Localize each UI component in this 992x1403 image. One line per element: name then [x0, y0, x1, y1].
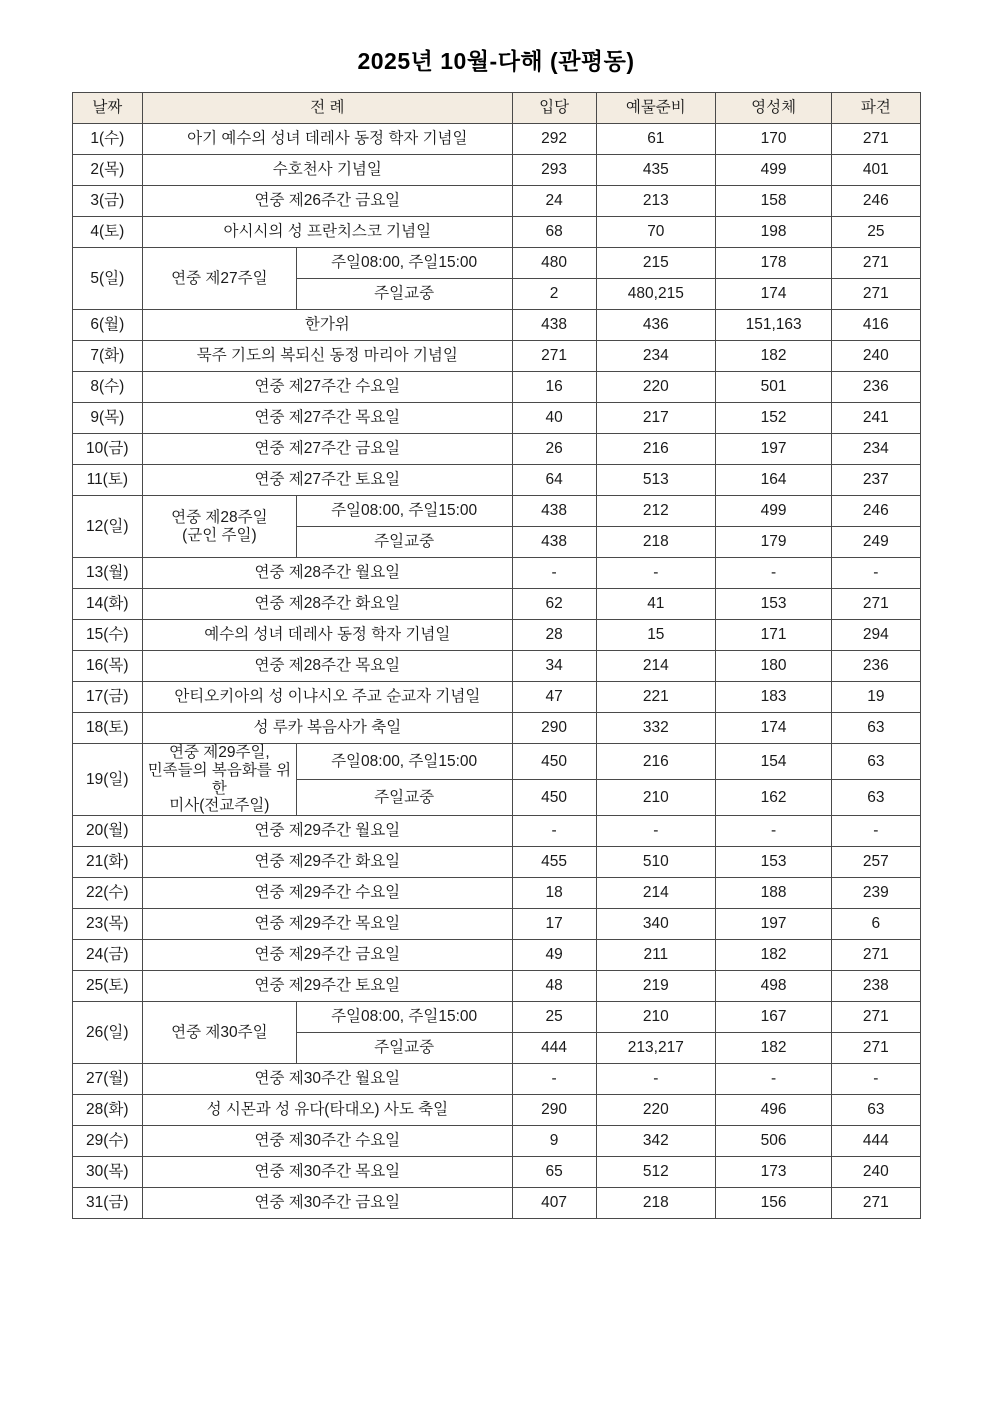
cell-mass-time: 주일08:00, 주일15:00	[296, 1002, 512, 1033]
cell-offertory: -	[596, 816, 715, 847]
cell-communion: 496	[716, 1095, 832, 1126]
cell-entrance: 293	[512, 155, 596, 186]
cell-communion: 506	[716, 1126, 832, 1157]
cell-entrance: 26	[512, 434, 596, 465]
cell-offertory: 216	[596, 434, 715, 465]
cell-liturgy-name: 연중 제27주간 수요일	[143, 372, 513, 403]
cell-date: 26(일)	[72, 1002, 143, 1064]
cell-entrance: 407	[512, 1188, 596, 1219]
cell-entrance: 9	[512, 1126, 596, 1157]
cell-communion: -	[716, 1064, 832, 1095]
cell-dismissal: 63	[832, 713, 920, 744]
cell-offertory: 220	[596, 372, 715, 403]
column-header-liturgy: 전 례	[143, 93, 513, 124]
cell-offertory: 211	[596, 940, 715, 971]
cell-offertory: 332	[596, 713, 715, 744]
table-row	[72, 1064, 920, 1095]
cell-liturgy-name: 연중 제26주간 금요일	[143, 186, 513, 217]
cell-offertory: 215	[596, 248, 715, 279]
cell-mass-time: 주일08:00, 주일15:00	[296, 744, 512, 780]
cell-dismissal: 239	[832, 878, 920, 909]
cell-date: 30(목)	[72, 1157, 143, 1188]
cell-offertory: 212	[596, 496, 715, 527]
cell-entrance: 25	[512, 1002, 596, 1033]
cell-dismissal: 246	[832, 496, 920, 527]
cell-dismissal: 416	[832, 310, 920, 341]
cell-communion: 178	[716, 248, 832, 279]
cell-liturgy-name: 연중 제27주간 목요일	[143, 403, 513, 434]
cell-dismissal: 63	[832, 1095, 920, 1126]
cell-date: 19(일)	[72, 744, 143, 816]
cell-liturgy-name: 수호천사 기념일	[143, 155, 513, 186]
table-row	[72, 186, 920, 217]
cell-dismissal: 236	[832, 372, 920, 403]
cell-entrance: 292	[512, 124, 596, 155]
cell-date: 21(화)	[72, 847, 143, 878]
table-row	[72, 589, 920, 620]
cell-date: 27(월)	[72, 1064, 143, 1095]
cell-dismissal: 271	[832, 940, 920, 971]
cell-liturgy-name: 연중 제29주간 월요일	[143, 816, 513, 847]
cell-date: 13(월)	[72, 558, 143, 589]
cell-liturgy-name: 연중 제30주간 월요일	[143, 1064, 513, 1095]
cell-offertory: 213,217	[596, 1033, 715, 1064]
table-row	[72, 1095, 920, 1126]
cell-offertory: 214	[596, 651, 715, 682]
cell-mass-time: 주일교중	[296, 1033, 512, 1064]
cell-entrance: 68	[512, 217, 596, 248]
cell-date: 5(일)	[72, 248, 143, 310]
cell-entrance: 450	[512, 744, 596, 780]
cell-dismissal: 271	[832, 124, 920, 155]
cell-date: 18(토)	[72, 713, 143, 744]
cell-dismissal: 6	[832, 909, 920, 940]
table-row	[72, 971, 920, 1002]
cell-date: 15(수)	[72, 620, 143, 651]
cell-entrance: 47	[512, 682, 596, 713]
cell-offertory: 210	[596, 1002, 715, 1033]
table-row	[72, 1157, 920, 1188]
cell-date: 8(수)	[72, 372, 143, 403]
table-row	[72, 1002, 920, 1033]
table-row	[72, 651, 920, 682]
cell-entrance: 49	[512, 940, 596, 971]
cell-date: 31(금)	[72, 1188, 143, 1219]
cell-communion: 170	[716, 124, 832, 155]
cell-offertory: 221	[596, 682, 715, 713]
table-row	[72, 558, 920, 589]
table-row	[72, 909, 920, 940]
cell-dismissal: 237	[832, 465, 920, 496]
cell-communion: 151,163	[716, 310, 832, 341]
cell-offertory: 510	[596, 847, 715, 878]
cell-dismissal: 401	[832, 155, 920, 186]
table-row	[72, 372, 920, 403]
column-header-offertory: 예물준비	[596, 93, 715, 124]
cell-liturgy-name: 연중 제29주간 목요일	[143, 909, 513, 940]
cell-entrance: 17	[512, 909, 596, 940]
cell-dismissal: 257	[832, 847, 920, 878]
cell-offertory: 512	[596, 1157, 715, 1188]
cell-date: 20(월)	[72, 816, 143, 847]
cell-offertory: 217	[596, 403, 715, 434]
cell-entrance: 438	[512, 527, 596, 558]
cell-entrance: 455	[512, 847, 596, 878]
cell-date: 29(수)	[72, 1126, 143, 1157]
cell-date: 22(수)	[72, 878, 143, 909]
cell-communion: 182	[716, 341, 832, 372]
table-row	[72, 465, 920, 496]
cell-date: 7(화)	[72, 341, 143, 372]
cell-communion: 174	[716, 279, 832, 310]
column-header-dismissal: 파견	[832, 93, 920, 124]
cell-communion: 153	[716, 589, 832, 620]
cell-dismissal: 241	[832, 403, 920, 434]
cell-entrance: 438	[512, 310, 596, 341]
cell-mass-time: 주일08:00, 주일15:00	[296, 248, 512, 279]
cell-liturgy-name: 연중 제29주간 토요일	[143, 971, 513, 1002]
cell-dismissal: 63	[832, 780, 920, 816]
cell-communion: 197	[716, 909, 832, 940]
table-row	[72, 1188, 920, 1219]
cell-communion: 164	[716, 465, 832, 496]
cell-dismissal: 271	[832, 1188, 920, 1219]
table-row	[72, 403, 920, 434]
cell-liturgy-name: 예수의 성녀 데레사 동정 학자 기념일	[143, 620, 513, 651]
cell-date: 9(목)	[72, 403, 143, 434]
cell-offertory: 220	[596, 1095, 715, 1126]
table-row	[72, 940, 920, 971]
cell-dismissal: 271	[832, 1033, 920, 1064]
cell-communion: 182	[716, 940, 832, 971]
cell-dismissal: 19	[832, 682, 920, 713]
cell-entrance: 290	[512, 713, 596, 744]
cell-dismissal: 294	[832, 620, 920, 651]
cell-entrance: 18	[512, 878, 596, 909]
cell-communion: 152	[716, 403, 832, 434]
cell-dismissal: 25	[832, 217, 920, 248]
cell-date: 17(금)	[72, 682, 143, 713]
cell-entrance: 450	[512, 780, 596, 816]
cell-communion: 173	[716, 1157, 832, 1188]
table-row	[72, 620, 920, 651]
cell-dismissal: 234	[832, 434, 920, 465]
cell-communion: 158	[716, 186, 832, 217]
cell-offertory: -	[596, 558, 715, 589]
cell-liturgy-name: 연중 제30주간 수요일	[143, 1126, 513, 1157]
cell-communion: 154	[716, 744, 832, 780]
cell-dismissal: 236	[832, 651, 920, 682]
cell-liturgy-name: 연중 제28주간 화요일	[143, 589, 513, 620]
cell-liturgy-name: 연중 제29주간 화요일	[143, 847, 513, 878]
cell-date: 16(목)	[72, 651, 143, 682]
table-row	[72, 816, 920, 847]
cell-date: 6(월)	[72, 310, 143, 341]
table-row	[72, 713, 920, 744]
cell-date: 28(화)	[72, 1095, 143, 1126]
table-row	[72, 682, 920, 713]
liturgy-schedule-table	[72, 92, 921, 1219]
cell-dismissal: 63	[832, 744, 920, 780]
cell-communion: 171	[716, 620, 832, 651]
cell-liturgy-name: 연중 제29주간 금요일	[143, 940, 513, 971]
table-row	[72, 217, 920, 248]
cell-communion: 182	[716, 1033, 832, 1064]
cell-dismissal: 444	[832, 1126, 920, 1157]
cell-communion: 156	[716, 1188, 832, 1219]
cell-liturgy-name: 연중 제30주간 금요일	[143, 1188, 513, 1219]
cell-dismissal: 271	[832, 248, 920, 279]
cell-dismissal: 246	[832, 186, 920, 217]
table-row	[72, 744, 920, 780]
cell-communion: 174	[716, 713, 832, 744]
cell-liturgy-name: 아기 예수의 성녀 데레사 동정 학자 기념일	[143, 124, 513, 155]
cell-communion: 180	[716, 651, 832, 682]
cell-dismissal: 271	[832, 279, 920, 310]
cell-liturgy-name: 연중 제28주간 월요일	[143, 558, 513, 589]
cell-entrance: 48	[512, 971, 596, 1002]
cell-entrance: 271	[512, 341, 596, 372]
cell-offertory: 480,215	[596, 279, 715, 310]
cell-offertory: 342	[596, 1126, 715, 1157]
cell-entrance: 438	[512, 496, 596, 527]
cell-dismissal: 238	[832, 971, 920, 1002]
cell-offertory: 210	[596, 780, 715, 816]
cell-communion: 153	[716, 847, 832, 878]
cell-communion: 499	[716, 496, 832, 527]
cell-dismissal: 271	[832, 589, 920, 620]
cell-date: 24(금)	[72, 940, 143, 971]
cell-dismissal: -	[832, 816, 920, 847]
cell-communion: 183	[716, 682, 832, 713]
cell-liturgy-name: 한가위	[143, 310, 513, 341]
cell-liturgy-name: 연중 제27주일	[143, 248, 297, 310]
table-body	[72, 124, 920, 1219]
table-row	[72, 248, 920, 279]
table-row	[72, 847, 920, 878]
cell-date: 23(목)	[72, 909, 143, 940]
table-row	[72, 310, 920, 341]
table-row	[72, 341, 920, 372]
cell-liturgy-name: 연중 제29주일, 민족들의 복음화를 위한 미사(전교주일)	[143, 744, 297, 816]
cell-communion: 499	[716, 155, 832, 186]
cell-liturgy-name: 아시시의 성 프란치스코 기념일	[143, 217, 513, 248]
table-header-row	[72, 93, 920, 124]
table-row	[72, 496, 920, 527]
page-title: 2025년 10월-다해 (관평동)	[357, 48, 635, 74]
cell-offertory: 513	[596, 465, 715, 496]
cell-mass-time: 주일교중	[296, 279, 512, 310]
cell-date: 2(목)	[72, 155, 143, 186]
cell-mass-time: 주일교중	[296, 527, 512, 558]
cell-entrance: 64	[512, 465, 596, 496]
cell-liturgy-name: 연중 제27주간 금요일	[143, 434, 513, 465]
cell-entrance: 40	[512, 403, 596, 434]
table-row	[72, 124, 920, 155]
cell-offertory: 15	[596, 620, 715, 651]
cell-communion: 188	[716, 878, 832, 909]
cell-liturgy-name: 연중 제30주간 목요일	[143, 1157, 513, 1188]
cell-communion: -	[716, 816, 832, 847]
cell-entrance: 444	[512, 1033, 596, 1064]
cell-entrance: 2	[512, 279, 596, 310]
cell-communion: 498	[716, 971, 832, 1002]
cell-offertory: 218	[596, 1188, 715, 1219]
cell-communion: 198	[716, 217, 832, 248]
cell-entrance: 28	[512, 620, 596, 651]
column-header-date: 날짜	[72, 93, 143, 124]
cell-communion: 501	[716, 372, 832, 403]
cell-dismissal: 240	[832, 1157, 920, 1188]
table-row	[72, 878, 920, 909]
cell-entrance: 16	[512, 372, 596, 403]
cell-date: 1(수)	[72, 124, 143, 155]
cell-date: 3(금)	[72, 186, 143, 217]
cell-dismissal: -	[832, 558, 920, 589]
cell-liturgy-name: 안티오키아의 성 이냐시오 주교 순교자 기념일	[143, 682, 513, 713]
cell-entrance: -	[512, 1064, 596, 1095]
cell-offertory: 214	[596, 878, 715, 909]
cell-offertory: 234	[596, 341, 715, 372]
cell-dismissal: 240	[832, 341, 920, 372]
cell-liturgy-name: 연중 제27주간 토요일	[143, 465, 513, 496]
column-header-entrance: 입당	[512, 93, 596, 124]
cell-entrance: 65	[512, 1157, 596, 1188]
cell-liturgy-name: 연중 제29주간 수요일	[143, 878, 513, 909]
cell-entrance: -	[512, 558, 596, 589]
cell-liturgy-name: 연중 제28주간 목요일	[143, 651, 513, 682]
cell-entrance: -	[512, 816, 596, 847]
cell-communion: 197	[716, 434, 832, 465]
cell-offertory: 61	[596, 124, 715, 155]
cell-liturgy-name: 묵주 기도의 복되신 동정 마리아 기념일	[143, 341, 513, 372]
cell-liturgy-name: 성 시몬과 성 유다(타대오) 사도 축일	[143, 1095, 513, 1126]
cell-liturgy-name: 연중 제30주일	[143, 1002, 297, 1064]
cell-entrance: 34	[512, 651, 596, 682]
cell-communion: -	[716, 558, 832, 589]
cell-entrance: 24	[512, 186, 596, 217]
table-header	[72, 93, 920, 124]
cell-communion: 179	[716, 527, 832, 558]
cell-dismissal: 249	[832, 527, 920, 558]
cell-date: 11(토)	[72, 465, 143, 496]
cell-date: 10(금)	[72, 434, 143, 465]
cell-communion: 167	[716, 1002, 832, 1033]
cell-date: 12(일)	[72, 496, 143, 558]
table-row	[72, 155, 920, 186]
cell-date: 14(화)	[72, 589, 143, 620]
table-row	[72, 1126, 920, 1157]
cell-communion: 162	[716, 780, 832, 816]
cell-mass-time: 주일교중	[296, 780, 512, 816]
cell-offertory: 213	[596, 186, 715, 217]
cell-entrance: 290	[512, 1095, 596, 1126]
cell-offertory: 41	[596, 589, 715, 620]
cell-offertory: 435	[596, 155, 715, 186]
column-header-communion: 영성체	[716, 93, 832, 124]
cell-offertory: 436	[596, 310, 715, 341]
cell-date: 4(토)	[72, 217, 143, 248]
cell-offertory: 216	[596, 744, 715, 780]
cell-offertory: 218	[596, 527, 715, 558]
cell-liturgy-name: 연중 제28주일 (군인 주일)	[143, 496, 297, 558]
cell-offertory: 340	[596, 909, 715, 940]
cell-entrance: 62	[512, 589, 596, 620]
cell-offertory: -	[596, 1064, 715, 1095]
cell-entrance: 480	[512, 248, 596, 279]
cell-liturgy-name: 성 루카 복음사가 축일	[143, 713, 513, 744]
cell-dismissal: -	[832, 1064, 920, 1095]
cell-offertory: 70	[596, 217, 715, 248]
cell-dismissal: 271	[832, 1002, 920, 1033]
table-row	[72, 434, 920, 465]
cell-offertory: 219	[596, 971, 715, 1002]
cell-date: 25(토)	[72, 971, 143, 1002]
cell-mass-time: 주일08:00, 주일15:00	[296, 496, 512, 527]
